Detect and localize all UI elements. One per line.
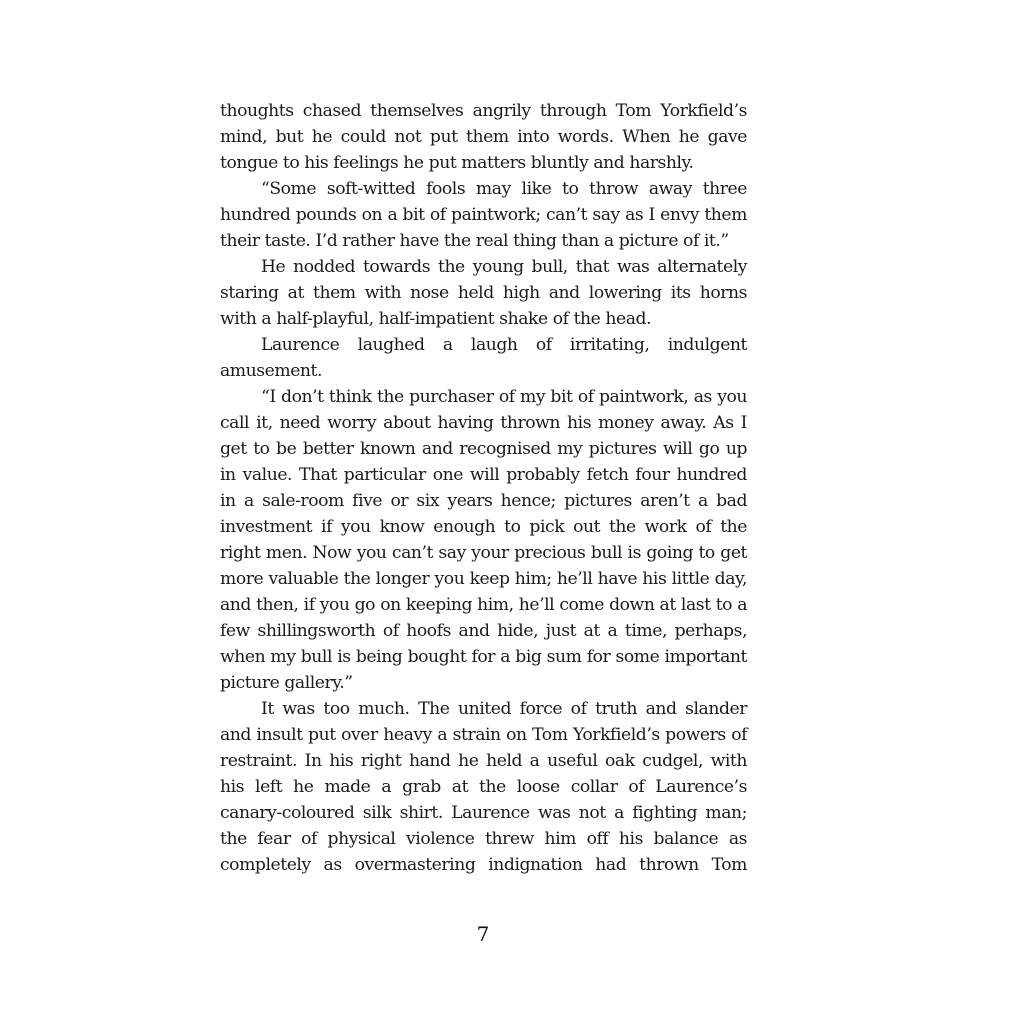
body-text: [220, 98, 747, 878]
paragraph-1: thoughts chased themselves angrily through Tom Yorkfield’s mind, but he could not put them into words. When he gave tongue to his feelings he put matters bluntly and harshly.: [220, 101, 747, 173]
paragraph-4: Laurence laughed a laugh of irritating, indulgent amusement.: [220, 335, 747, 381]
paragraph-3: He nodded towards the young bull, that was alternately staring at them with nose held high and lowering its horns with a half-playful, half-impatient shake of the head.: [220, 257, 747, 329]
page-number: 7: [476, 922, 490, 946]
paragraph-5: “I don’t think the purchaser of my bit of paintwork, as you call it, need worry about having thrown his money away. As I get to be better known and recognised my pictures will go up in value. That particular one will probably fetch four hundred in a sale-room five or six years hence; pictures aren’t a bad investment if you know enough to pick out the work of the right men. Now you can’t say your precious bull is going to get more valuable the longer you keep him; he’ll have his little day, and then, if you go on keeping him, he’ll come down at last to a few shillingsworth of hoofs and hide, just at a time, perhaps, when my bull is being bought for a big sum for some important picture gallery.”: [220, 387, 747, 693]
paragraph-6: It was too much. The united force of truth and slander and insult put over heavy a strain on Tom Yorkfield’s powers of restraint. In his right hand he held a useful oak cudgel, with his left he made a grab at the loose collar of Laurence’s canary-coloured silk shirt. Laurence was not a fighting man; the fear of physical violence threw him off his balance as completely as overmastering indignation had thrown Tom: [220, 699, 747, 875]
paragraph-2: “Some soft-witted fools may like to throw away three hundred pounds on a bit of paintwork; can’t say as I envy them their taste. I’d rather have the real thing than a picture of it.”: [220, 179, 747, 251]
